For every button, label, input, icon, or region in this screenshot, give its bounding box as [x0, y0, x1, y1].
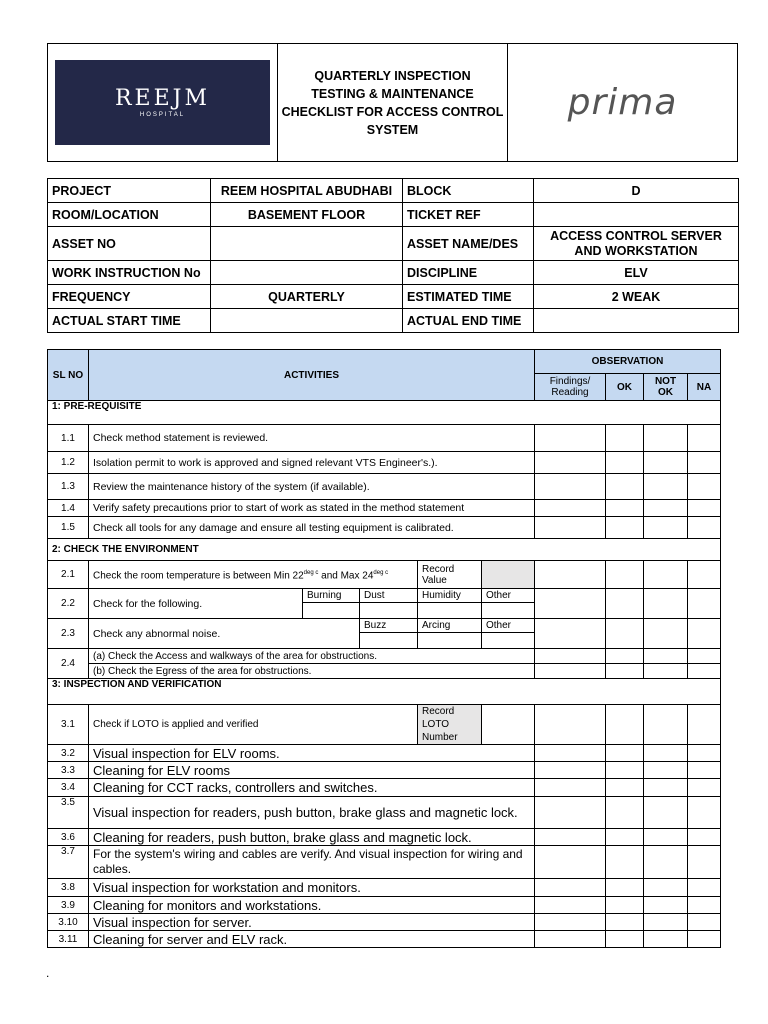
room-label: ROOM/LOCATION [48, 203, 211, 227]
checklist-table [47, 349, 721, 948]
findings-cell[interactable] [535, 474, 606, 500]
row-number: 2.4 [48, 649, 89, 679]
option-input[interactable] [303, 603, 360, 619]
not-ok-cell[interactable] [644, 500, 688, 517]
asset-no-value[interactable] [211, 227, 403, 261]
title-line: SYSTEM [366, 122, 419, 137]
table-row [48, 664, 721, 679]
not-ok-cell[interactable] [644, 474, 688, 500]
findings-cell[interactable] [535, 649, 606, 664]
record-value-field[interactable] [482, 561, 535, 589]
na-cell[interactable] [688, 649, 721, 664]
row-number: 1.2 [48, 452, 89, 474]
na-cell[interactable] [688, 500, 721, 517]
activity-text: Cleaning for ELV rooms [89, 762, 535, 779]
table-row [48, 649, 721, 664]
ticket-label: TICKET REF [403, 203, 534, 227]
activity-text: Review the maintenance history of the system (if available). [89, 474, 535, 500]
table-row [48, 745, 721, 762]
row-number: 3.2 [48, 745, 89, 762]
na-cell[interactable] [688, 619, 721, 649]
not-ok-cell[interactable] [644, 829, 688, 846]
na-cell[interactable] [688, 914, 721, 931]
not-ok-cell[interactable] [644, 897, 688, 914]
ok-cell[interactable] [606, 664, 644, 679]
not-ok-cell[interactable] [644, 452, 688, 474]
brand-cell [508, 44, 738, 162]
end-time-value[interactable] [534, 309, 739, 333]
activities-header: ACTIVITIES [89, 350, 535, 401]
title-cell [278, 44, 508, 162]
end-time-label: ACTUAL END TIME [403, 309, 534, 333]
not-ok-cell[interactable] [644, 779, 688, 797]
info-row [48, 261, 739, 285]
activity-text: For the system's wiring and cables are verify. And visual inspection for wiring and cables. [89, 846, 535, 879]
start-time-value[interactable] [211, 309, 403, 333]
project-value[interactable]: REEM HOSPITAL ABUDHABI [211, 179, 403, 203]
na-cell[interactable] [688, 452, 721, 474]
na-cell[interactable] [688, 425, 721, 452]
option-input[interactable] [418, 603, 482, 619]
na-cell[interactable] [688, 664, 721, 679]
table-row [48, 705, 721, 745]
findings-cell[interactable] [535, 797, 606, 829]
start-time-label: ACTUAL START TIME [48, 309, 211, 333]
na-cell[interactable] [688, 762, 721, 779]
title-line: CHECKLIST FOR ACCESS CONTROL [281, 104, 504, 119]
table-row [48, 829, 721, 846]
not-ok-cell[interactable] [644, 846, 688, 879]
option-buzz: Buzz [360, 619, 418, 633]
activity-text: Visual inspection for server. [89, 914, 535, 931]
not-ok-cell[interactable] [644, 664, 688, 679]
table-row [48, 589, 721, 603]
row-number: 2.2 [48, 589, 89, 619]
option-humidity: Humidity [418, 589, 482, 603]
row-number: 3.7 [48, 846, 89, 879]
activity-text: (b) Check the Egress of the area for obstructions. [89, 664, 535, 679]
na-cell[interactable] [688, 705, 721, 745]
row-number: 3.8 [48, 879, 89, 897]
ok-cell[interactable] [606, 425, 644, 452]
prima-logo: prima [567, 82, 678, 123]
logo-text: REEJM [114, 85, 211, 111]
block-label: BLOCK [403, 179, 534, 203]
activity-text: Check if LOTO is applied and verified [89, 705, 418, 745]
ok-cell[interactable] [606, 745, 644, 762]
ok-cell[interactable] [606, 779, 644, 797]
not-ok-cell[interactable] [644, 649, 688, 664]
table-row [48, 779, 721, 797]
info-row [48, 285, 739, 309]
na-cell[interactable] [688, 879, 721, 897]
header-table [47, 43, 738, 162]
ok-cell[interactable] [606, 846, 644, 879]
option-input[interactable] [482, 633, 535, 649]
section-title: 2: CHECK THE ENVIRONMENT [48, 539, 721, 561]
info-row [48, 227, 739, 261]
reem-hospital-logo [55, 60, 270, 145]
row-number: 3.10 [48, 914, 89, 931]
room-value[interactable]: BASEMENT FLOOR [211, 203, 403, 227]
ok-header: OK [606, 374, 644, 401]
work-instruction-label: WORK INSTRUCTION No [48, 261, 211, 285]
asset-name-value[interactable]: ACCESS CONTROL SERVER AND WORKSTATION [534, 227, 739, 261]
table-row [48, 425, 721, 452]
activity-text: Cleaning for readers, push button, brake glass and magnetic lock. [89, 829, 535, 846]
findings-cell[interactable] [535, 452, 606, 474]
estimated-time-label: ESTIMATED TIME [403, 285, 534, 309]
na-cell[interactable] [688, 846, 721, 879]
table-row [48, 517, 721, 539]
ok-cell[interactable] [606, 649, 644, 664]
not-ok-cell[interactable] [644, 879, 688, 897]
ok-cell[interactable] [606, 517, 644, 539]
na-cell[interactable] [688, 474, 721, 500]
info-row [48, 179, 739, 203]
activity-text: Cleaning for server and ELV rack. [89, 931, 535, 948]
na-cell[interactable] [688, 779, 721, 797]
row-number: 3.6 [48, 829, 89, 846]
ok-cell[interactable] [606, 797, 644, 829]
option-burning: Burning [303, 589, 360, 603]
row-number: 2.3 [48, 619, 89, 649]
table-row [48, 619, 721, 633]
section-row [48, 539, 721, 561]
findings-cell[interactable] [535, 897, 606, 914]
findings-cell[interactable] [535, 846, 606, 879]
table-row [48, 474, 721, 500]
not-ok-cell[interactable] [644, 745, 688, 762]
asset-no-label: ASSET NO [48, 227, 211, 261]
observation-header: OBSERVATION [535, 350, 721, 374]
unit-superscript: deg c [373, 569, 389, 576]
project-label: PROJECT [48, 179, 211, 203]
block-value[interactable]: D [534, 179, 739, 203]
row-number: 1.3 [48, 474, 89, 500]
unit-superscript: deg c [303, 569, 319, 576]
findings-cell[interactable] [535, 879, 606, 897]
not-ok-cell[interactable] [644, 705, 688, 745]
discipline-value[interactable]: ELV [534, 261, 739, 285]
section-row [48, 401, 721, 425]
option-dust: Dust [360, 589, 418, 603]
ok-cell[interactable] [606, 914, 644, 931]
temperature-text-min: Check the room temperature is between Min 22 [93, 570, 304, 582]
table-row [48, 452, 721, 474]
record-loto-field[interactable] [482, 705, 535, 745]
na-cell[interactable] [688, 745, 721, 762]
activity-text: (a) Check the Access and walkways of the area for obstructions. [89, 649, 535, 664]
findings-cell[interactable] [535, 619, 606, 649]
ok-cell[interactable] [606, 879, 644, 897]
ticket-value[interactable] [534, 203, 739, 227]
findings-cell[interactable] [535, 425, 606, 452]
asset-name-label: ASSET NAME/DES [403, 227, 534, 261]
findings-header: Findings/ Reading [535, 374, 606, 401]
estimated-time-value[interactable]: 2 WEAK [534, 285, 739, 309]
findings-cell[interactable] [535, 931, 606, 948]
not-ok-cell[interactable] [644, 589, 688, 619]
footer-mark: . [46, 966, 50, 980]
option-input[interactable] [482, 603, 535, 619]
findings-cell[interactable] [535, 561, 606, 589]
na-header: NA [688, 374, 721, 401]
document-title [278, 67, 507, 139]
row-number: 3.1 [48, 705, 89, 745]
option-other: Other [482, 619, 535, 633]
activity-text: Cleaning for monitors and workstations. [89, 897, 535, 914]
title-line: TESTING & MAINTENANCE [311, 86, 474, 101]
option-input[interactable] [360, 603, 418, 619]
not-ok-cell[interactable] [644, 619, 688, 649]
sl-no-header: SL NO [48, 350, 89, 401]
findings-cell[interactable] [535, 517, 606, 539]
section-title: 1: PRE-REQUISITE [48, 401, 721, 425]
table-row [48, 914, 721, 931]
row-number: 3.5 [48, 797, 89, 829]
table-row [48, 897, 721, 914]
logo-cell [48, 44, 278, 162]
not-ok-cell[interactable] [644, 425, 688, 452]
na-cell[interactable] [688, 517, 721, 539]
na-cell[interactable] [688, 829, 721, 846]
activity-text: Visual inspection for workstation and monitors. [89, 879, 535, 897]
findings-cell[interactable] [535, 705, 606, 745]
table-row [48, 561, 721, 589]
option-input[interactable] [360, 633, 418, 649]
header-row [48, 350, 721, 374]
activity-text: Visual inspection for ELV rooms. [89, 745, 535, 762]
ok-cell[interactable] [606, 829, 644, 846]
discipline-label: DISCIPLINE [403, 261, 534, 285]
title-line: QUARTERLY INSPECTION [314, 68, 471, 83]
record-loto-label: Record LOTO Number [418, 705, 482, 745]
row-number: 3.3 [48, 762, 89, 779]
work-instruction-value[interactable] [211, 261, 403, 285]
findings-cell[interactable] [535, 829, 606, 846]
table-row [48, 879, 721, 897]
section-row [48, 679, 721, 705]
na-cell[interactable] [688, 561, 721, 589]
ok-cell[interactable] [606, 561, 644, 589]
ok-cell[interactable] [606, 705, 644, 745]
record-value-label: Record Value [418, 561, 482, 589]
na-cell[interactable] [688, 797, 721, 829]
logo-subtext: HOSPITAL [139, 111, 186, 118]
table-row [48, 762, 721, 779]
activity-text: Verify safety precautions prior to start of work as stated in the method statement [89, 500, 535, 517]
info-table [47, 178, 739, 333]
option-input[interactable] [418, 633, 482, 649]
ok-cell[interactable] [606, 589, 644, 619]
na-cell[interactable] [688, 897, 721, 914]
findings-cell[interactable] [535, 745, 606, 762]
findings-cell[interactable] [535, 589, 606, 619]
ok-cell[interactable] [606, 474, 644, 500]
frequency-value[interactable]: QUARTERLY [211, 285, 403, 309]
row-number: 3.9 [48, 897, 89, 914]
table-row [48, 846, 721, 879]
na-cell[interactable] [688, 931, 721, 948]
not-ok-header: NOT OK [644, 374, 688, 401]
na-cell[interactable] [688, 589, 721, 619]
row-number: 1.4 [48, 500, 89, 517]
not-ok-cell[interactable] [644, 762, 688, 779]
activity-text: Check method statement is reviewed. [89, 425, 535, 452]
table-row [48, 797, 721, 829]
frequency-label: FREQUENCY [48, 285, 211, 309]
info-row [48, 203, 739, 227]
findings-cell[interactable] [535, 664, 606, 679]
row-number: 1.1 [48, 425, 89, 452]
activity-text: Check for the following. [89, 589, 303, 619]
not-ok-cell[interactable] [644, 517, 688, 539]
table-row [48, 931, 721, 948]
findings-cell[interactable] [535, 914, 606, 931]
temperature-text-max: and Max 24 [318, 570, 374, 582]
findings-cell[interactable] [535, 779, 606, 797]
table-row [48, 500, 721, 517]
option-arcing: Arcing [418, 619, 482, 633]
activity-text [89, 561, 418, 589]
activity-text: Visual inspection for readers, push button, brake glass and magnetic lock. [89, 797, 535, 829]
not-ok-cell[interactable] [644, 797, 688, 829]
row-number: 3.11 [48, 931, 89, 948]
activity-text: Isolation permit to work is approved and signed relevant VTS Engineer's.). [89, 452, 535, 474]
not-ok-cell[interactable] [644, 931, 688, 948]
option-other: Other [482, 589, 535, 603]
row-number: 2.1 [48, 561, 89, 589]
row-number: 3.4 [48, 779, 89, 797]
ok-cell[interactable] [606, 452, 644, 474]
not-ok-cell[interactable] [644, 561, 688, 589]
activity-text: Check all tools for any damage and ensure all testing equipment is calibrated. [89, 517, 535, 539]
row-number: 1.5 [48, 517, 89, 539]
ok-cell[interactable] [606, 619, 644, 649]
ok-cell[interactable] [606, 500, 644, 517]
ok-cell[interactable] [606, 931, 644, 948]
info-row [48, 309, 739, 333]
section-title: 3: INSPECTION AND VERIFICATION [48, 679, 721, 705]
findings-cell[interactable] [535, 762, 606, 779]
not-ok-cell[interactable] [644, 914, 688, 931]
ok-cell[interactable] [606, 897, 644, 914]
ok-cell[interactable] [606, 762, 644, 779]
activity-text: Check any abnormal noise. [89, 619, 360, 649]
findings-cell[interactable] [535, 500, 606, 517]
activity-text: Cleaning for CCT racks, controllers and switches. [89, 779, 535, 797]
